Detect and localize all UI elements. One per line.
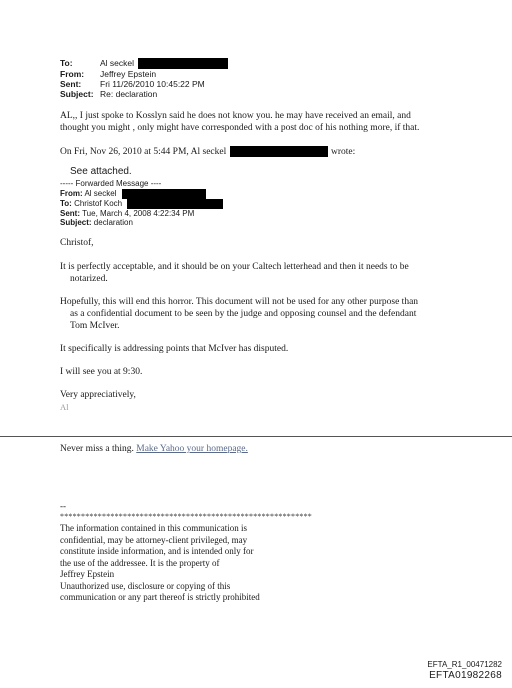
disclaimer-line: The information contained in this communication is [60, 523, 247, 533]
from-value: Jeffrey Epstein [100, 69, 157, 79]
sent-value: Fri 11/26/2010 10:45:22 PM [100, 79, 205, 89]
fwd-to-value: Christof Koch [74, 198, 123, 208]
redaction-bar [230, 146, 328, 157]
sent-label: Sent: [60, 79, 82, 89]
subject-label: Subject: [60, 89, 94, 99]
fwd-to-label: To: [60, 198, 72, 208]
paragraph-line: notarized. [70, 274, 108, 284]
bates-stamp [427, 660, 502, 682]
fwd-subject-value: declaration [93, 218, 133, 227]
reply-line: AL,, I just spoke to Kosslyn said he does not know you. he may have received an email, and [60, 111, 411, 121]
quote-intro [60, 146, 355, 158]
quote-intro-prefix: On Fri, Nov 26, 2010 at 5:44 PM, Al seckel [60, 147, 227, 157]
redaction-bar [122, 189, 206, 199]
disclaimer-line: Unauthorized use, disclosure or copying of this [60, 580, 231, 591]
star-separator: ************************************************************ [60, 512, 312, 521]
to-label: To: [60, 58, 73, 68]
email-header [60, 58, 228, 99]
greeting: Christof, [60, 238, 94, 248]
fwd-from-label: From: [60, 188, 83, 198]
disclaimer-line: communication or any part thereof is strictly prohibited [60, 592, 260, 602]
divider-line [0, 436, 512, 437]
yahoo-homepage-link[interactable]: Make Yahoo your homepage. [136, 444, 248, 454]
header-subject-row [60, 89, 228, 99]
fwd-sent-label: Sent: [60, 208, 80, 218]
forwarded-subject-row [60, 218, 223, 228]
fwd-subject-label: Subject: [60, 218, 92, 227]
fwd-sent-value: Tue, March 4, 2008 4:22:34 PM [82, 208, 195, 218]
quote-intro-suffix: wrote: [331, 147, 356, 157]
paragraph-line: Hopefully, this will end this horror. This document will not be used for any other purpose than [60, 297, 419, 307]
header-sent-row [60, 79, 228, 89]
paragraph: I will see you at 9:30. [60, 367, 143, 377]
reply-text [60, 110, 419, 134]
paragraph [60, 296, 418, 332]
forwarded-divider: ----- Forwarded Message ---- [60, 179, 162, 188]
signature: Al [60, 402, 69, 412]
paragraph-line: as a confidential document to be seen by the judge and opposing counsel and the defendant [70, 309, 417, 319]
paragraph-line: It is perfectly acceptable, and it should be on your Caltech letterhead and then it needs to be [60, 262, 409, 272]
bates-number-primary: EFTA_R1_00471282 [427, 660, 502, 669]
paragraph: It specifically is addressing points that McIver has disputed. [60, 344, 289, 354]
redaction-bar [127, 199, 223, 209]
bates-number-secondary: EFTA01982268 [429, 670, 502, 681]
disclaimer-line: confidential, may be attorney-client privileged, may [60, 534, 248, 545]
forwarded-sent-row [60, 209, 223, 219]
header-to-row [60, 58, 228, 69]
header-from-row [60, 69, 228, 79]
from-label: From: [60, 69, 85, 79]
signature-dash: -- [60, 501, 66, 511]
forwarded-to-row [60, 199, 223, 209]
signoff: Very appreciatively, [60, 390, 136, 400]
paragraph [60, 261, 409, 285]
signoff-block [60, 389, 136, 413]
see-attached: See attached. [70, 166, 132, 177]
forwarded-from-row [60, 189, 223, 199]
disclaimer-line: the use of the addressee. It is the property of [60, 557, 220, 568]
disclaimer-line: Jeffrey Epstein [60, 569, 115, 579]
disclaimer-text [60, 523, 260, 604]
redaction-bar [138, 58, 228, 69]
reply-line: thought you might , only might have corresponded with a post doc of his nothing more, if that. [60, 123, 420, 133]
disclaimer-line: constitute inside information, and is intended only for [60, 546, 254, 556]
paragraph-line: Tom McIver. [70, 321, 120, 331]
forwarded-header [60, 179, 223, 228]
subject-value: Re: declaration [100, 89, 158, 99]
to-value: Al seckel [100, 58, 135, 68]
yahoo-text: Never miss a thing. [60, 444, 134, 454]
yahoo-tagline [60, 443, 248, 455]
fwd-from-value: Al seckel [84, 188, 117, 198]
